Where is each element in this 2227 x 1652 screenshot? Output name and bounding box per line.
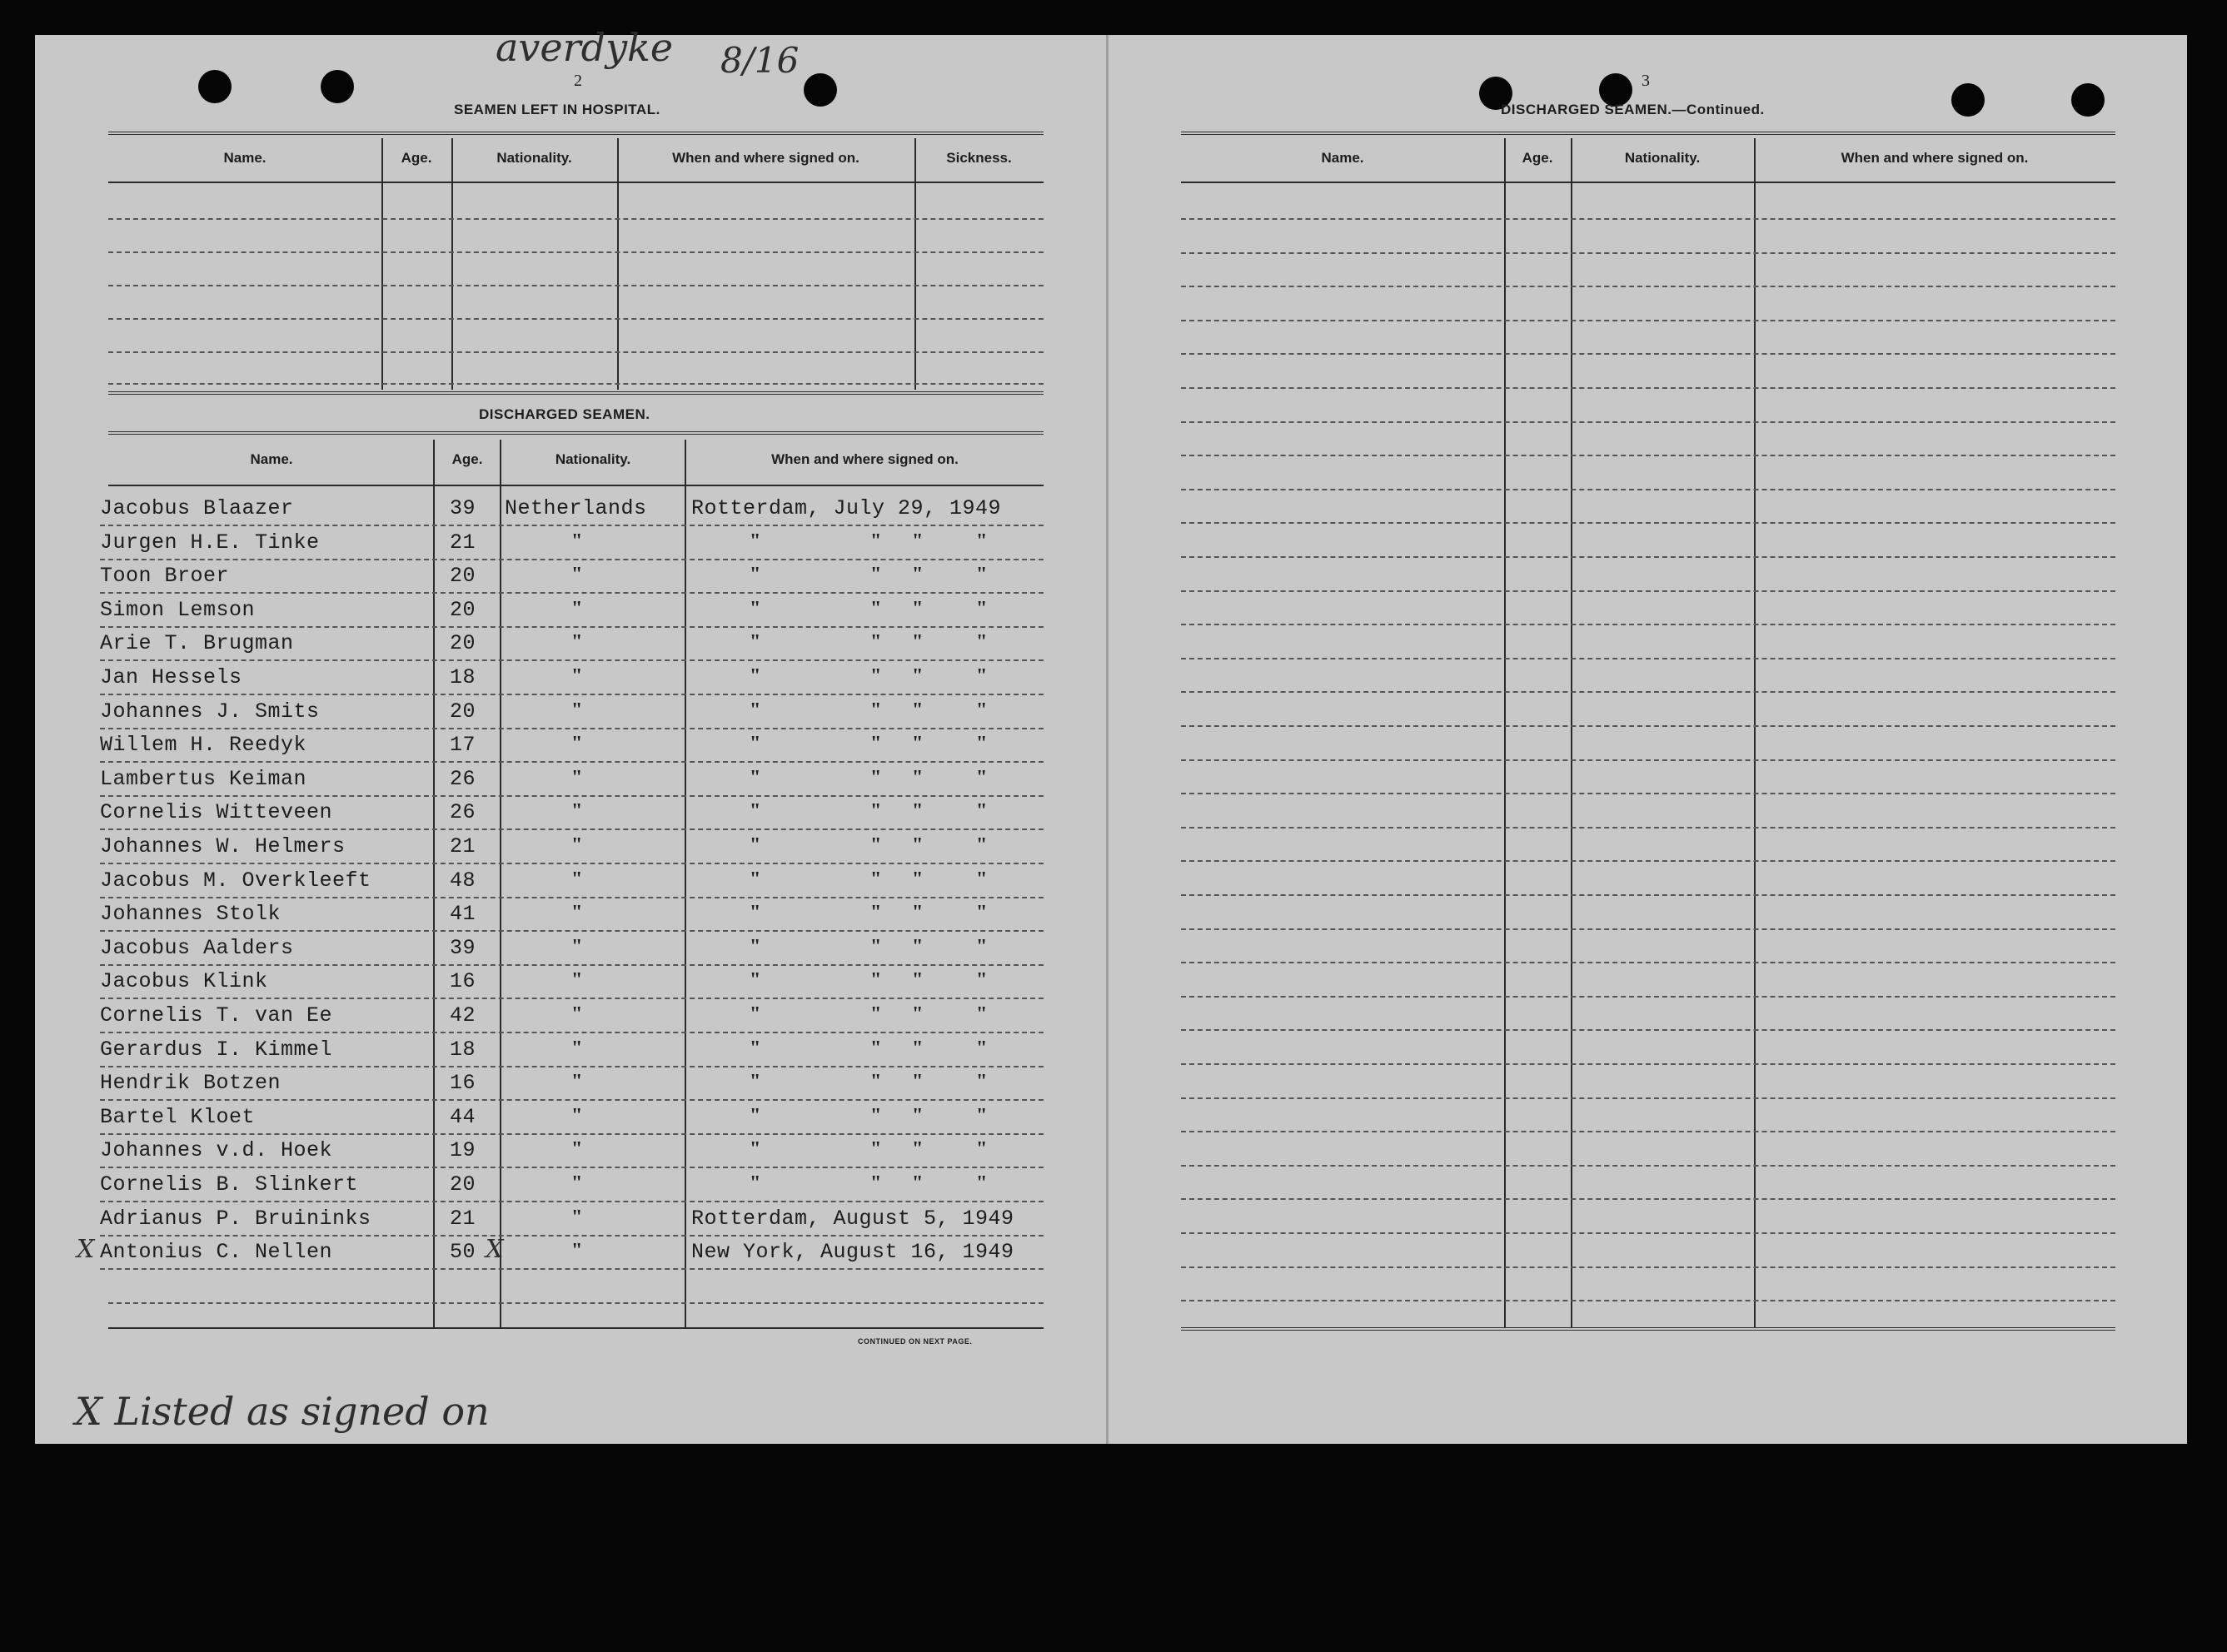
seaman-nationality: " [571,1037,583,1059]
seaman-age: 26 [450,800,476,824]
ditto-mark: " [750,665,761,687]
blank-row [108,1302,1044,1304]
blank-row [1181,320,2115,321]
continued-section-title: DISCHARGED SEAMEN.—Continued. [1501,102,1765,117]
ditto-mark: " [870,868,882,890]
seaman-age: 18 [450,1037,476,1062]
ditto-mark: " [750,631,761,653]
table-row [0,834,1108,868]
seaman-age: 18 [450,665,476,689]
column-divider [1571,138,1572,1327]
page-number: 2 [574,72,582,90]
blank-row [1181,1063,2115,1065]
ditto-mark: " [976,1138,988,1160]
punch-hole [804,73,837,107]
rule [1181,1327,2115,1332]
seaman-nationality: " [571,564,583,585]
blank-row [108,351,1044,353]
table-row [0,767,1108,800]
ditto-mark: " [912,834,924,856]
seaman-nationality: " [571,699,583,721]
blank-row [1181,827,2115,828]
ditto-mark: " [750,1071,761,1092]
handwritten-ship-name: averdyke [496,25,674,70]
handwritten-mark: X [77,1235,95,1264]
ditto-mark: " [976,699,988,721]
table-row [0,665,1108,699]
punch-hole [2071,83,2105,117]
blank-row [1181,894,2115,896]
seaman-name: Bartel Kloet [100,1105,256,1129]
blank-row [1181,759,2115,761]
row-rule [100,559,1044,560]
ditto-mark: " [912,598,924,620]
seaman-name: Johannes W. Helmers [100,834,346,858]
seaman-nationality: " [571,631,583,653]
discharged-section-title: DISCHARGED SEAMEN. [479,406,650,422]
blank-row [108,218,1044,220]
blank-row [1181,286,2115,287]
punch-hole [1951,83,1985,117]
row-rule [100,694,1044,695]
seaman-name: Jacobus Aalders [100,936,294,960]
blank-row [1181,860,2115,862]
seaman-name: Jurgen H.E. Tinke [100,530,320,555]
ditto-mark: " [870,834,882,856]
blank-row [1181,522,2115,524]
table-row [0,1207,1108,1240]
ditto-mark: " [976,1105,988,1127]
ditto-mark: " [976,936,988,958]
seaman-name: Cornelis T. van Ee [100,1003,333,1028]
ditto-mark: " [976,631,988,653]
ditto-mark: " [976,564,988,585]
seaman-age: 39 [450,936,476,960]
blank-row [1181,793,2115,794]
seaman-nationality: " [571,1207,583,1228]
ditto-mark: " [912,936,924,958]
table-row [0,800,1108,833]
rule [108,182,1044,183]
row-rule [100,863,1044,864]
ditto-mark: " [750,699,761,721]
blank-row [1181,1097,2115,1099]
seaman-nationality: " [571,767,583,789]
ditto-mark: " [912,868,924,890]
ditto-mark: " [750,1172,761,1194]
blank-row [1181,1165,2115,1167]
seaman-age: 20 [450,1172,476,1197]
ditto-mark: " [870,733,882,754]
seaman-nationality: " [571,1172,583,1194]
blank-row [1181,1029,2115,1031]
ditto-mark: " [750,800,761,822]
page-number: 3 [1642,72,1650,90]
ditto-mark: " [976,868,988,890]
header-name: Name. [250,451,293,467]
blank-row [1181,421,2115,423]
row-rule [100,1032,1044,1033]
table-row [0,733,1108,766]
seaman-name: Cornelis Witteveen [100,800,333,824]
seaman-nationality: " [571,1003,583,1025]
ditto-mark: " [976,1037,988,1059]
ditto-mark: " [750,733,761,754]
seaman-age: 17 [450,733,476,757]
ditto-mark: " [912,1037,924,1059]
ditto-mark: " [912,1071,924,1092]
ditto-mark: " [750,564,761,585]
blank-row [1181,624,2115,625]
seaman-signed-on: New York, August 16, 1949 [691,1240,1014,1264]
blank-row [1181,691,2115,693]
seaman-name: Johannes J. Smits [100,699,320,724]
seaman-age: 21 [450,834,476,858]
seaman-name: Adrianus P. Bruininks [100,1207,371,1231]
ditto-mark: " [912,564,924,585]
ditto-mark: " [976,800,988,822]
seaman-age: 39 [450,496,476,520]
row-rule [100,1201,1044,1202]
ditto-mark: " [912,969,924,991]
blank-row [1181,962,2115,963]
ditto-mark: " [870,936,882,958]
seaman-nationality: " [571,733,583,754]
punch-hole [198,70,232,103]
table-row [0,699,1108,733]
ditto-mark: " [976,969,988,991]
table-row [0,530,1108,564]
seaman-age: 42 [450,1003,476,1028]
ditto-mark: " [912,733,924,754]
seaman-nationality: " [571,1240,583,1261]
seaman-name: Hendrik Botzen [100,1071,281,1095]
table-row [0,1172,1108,1206]
seaman-name: Jacobus M. Overkleeft [100,868,371,893]
ditto-mark: " [976,530,988,552]
seaman-name: Cornelis B. Slinkert [100,1172,359,1197]
seaman-nationality: " [571,598,583,620]
row-rule [100,828,1044,830]
blank-row [1181,1198,2115,1200]
table-row [0,969,1108,1003]
row-rule [100,1099,1044,1101]
seaman-name: Willem H. Reedyk [100,733,307,757]
ditto-mark: " [870,598,882,620]
seaman-age: 20 [450,598,476,622]
handwritten-footnote: X Listed as signed on [75,1389,490,1434]
blank-row [1181,1300,2115,1301]
column-divider [1504,138,1506,1327]
blank-row [108,285,1044,286]
ditto-mark: " [976,834,988,856]
table-row [0,631,1108,664]
table-row [0,564,1108,597]
ditto-mark: " [750,936,761,958]
row-rule [100,592,1044,594]
table-row [0,936,1108,969]
blank-row [1181,489,2115,490]
row-rule [100,1235,1044,1237]
ditto-mark: " [912,902,924,923]
seaman-age: 20 [450,631,476,655]
row-rule [100,1167,1044,1168]
handwritten-number: 8/16 [720,40,800,81]
ditto-mark: " [912,767,924,789]
row-rule [100,525,1044,526]
ditto-mark: " [870,1071,882,1092]
seaman-nationality: " [571,902,583,923]
row-rule [100,728,1044,729]
seaman-age: 19 [450,1138,476,1162]
ditto-mark: " [870,564,882,585]
seaman-name: Jacobus Blaazer [100,496,294,520]
seaman-nationality: " [571,834,583,856]
ditto-mark: " [912,699,924,721]
row-rule [100,626,1044,628]
ditto-mark: " [976,1172,988,1194]
table-row [0,1138,1108,1172]
handwritten-mark: X [486,1235,504,1264]
row-rule [100,761,1044,763]
seaman-signed-on: Rotterdam, July 29, 1949 [691,496,1002,520]
blank-row [1181,928,2115,930]
ditto-mark: " [750,1037,761,1059]
seaman-nationality: " [571,530,583,552]
ditto-mark: " [976,767,988,789]
hospital-header-name: Name. [223,150,267,166]
seaman-name: Simon Lemson [100,598,256,622]
ditto-mark: " [870,902,882,923]
ditto-mark: " [870,1037,882,1059]
rule [108,431,1044,436]
rule [108,1327,1044,1329]
ditto-mark: " [750,868,761,890]
row-rule [100,659,1044,661]
seaman-name: Johannes Stolk [100,902,281,926]
ditto-mark: " [750,834,761,856]
continued-note: CONTINUED ON NEXT PAGE. [858,1337,973,1346]
seaman-age: 20 [450,564,476,588]
blank-row [1181,725,2115,727]
hospital-header-nationality: Nationality. [496,150,572,166]
blank-row [1181,1232,2115,1234]
ditto-mark: " [976,902,988,923]
blank-row [1181,218,2115,220]
ditto-mark: " [870,1003,882,1025]
table-row [0,1071,1108,1104]
blank-row [1181,996,2115,998]
blank-row [1181,252,2115,254]
seaman-name: Toon Broer [100,564,230,588]
table-row [0,598,1108,631]
seaman-name: Johannes v.d. Hoek [100,1138,333,1162]
ditto-mark: " [750,902,761,923]
row-rule [100,897,1044,898]
table-row [0,902,1108,935]
ditto-mark: " [870,665,882,687]
hospital-header-sickness: Sickness. [946,150,1012,166]
ditto-mark: " [976,1003,988,1025]
seaman-name: Antonius C. Nellen [100,1240,333,1264]
blank-row [108,383,1044,385]
seaman-signed-on: Rotterdam, August 5, 1949 [691,1207,1014,1231]
header-signed-on: When and where signed on. [1841,150,2029,166]
rule [1181,182,2115,183]
hospital-section-title: SEAMEN LEFT IN HOSPITAL. [454,102,660,117]
punch-hole [321,70,354,103]
blank-row [1181,387,2115,389]
blank-row [1181,590,2115,592]
ditto-mark: " [870,631,882,653]
seaman-name: Jan Hessels [100,665,242,689]
seaman-age: 16 [450,1071,476,1095]
seaman-name: Lambertus Keiman [100,767,307,791]
ditto-mark: " [912,665,924,687]
header-name: Name. [1321,150,1364,166]
ditto-mark: " [870,969,882,991]
ditto-mark: " [912,1138,924,1160]
seaman-nationality: " [571,665,583,687]
seaman-nationality: " [571,800,583,822]
ditto-mark: " [750,598,761,620]
ditto-mark: " [870,767,882,789]
row-rule [100,998,1044,999]
blank-row [1181,658,2115,659]
seaman-nationality: " [571,1071,583,1092]
table-row [0,1105,1108,1138]
hospital-header-signed-on: When and where signed on. [672,150,859,166]
seaman-age: 21 [450,1207,476,1231]
seaman-name: Arie T. Brugman [100,631,294,655]
seaman-nationality: " [571,969,583,991]
ditto-mark: " [750,1003,761,1025]
header-age: Age. [1522,150,1553,166]
ditto-mark: " [870,699,882,721]
row-rule [100,1268,1044,1270]
header-signed-on: When and where signed on. [771,451,959,467]
seaman-name: Jacobus Klink [100,969,268,993]
rule [108,485,1044,486]
ditto-mark: " [870,1172,882,1194]
seaman-age: 44 [450,1105,476,1129]
blank-row [1181,353,2115,355]
seaman-age: 50 [450,1240,476,1264]
header-nationality: Nationality. [1624,150,1701,166]
seaman-age: 16 [450,969,476,993]
ditto-mark: " [912,631,924,653]
table-row [0,1037,1108,1071]
header-nationality: Nationality. [555,451,631,467]
ditto-mark: " [912,1003,924,1025]
row-rule [100,930,1044,932]
ditto-mark: " [750,530,761,552]
ditto-mark: " [912,800,924,822]
seaman-nationality: " [571,936,583,958]
seaman-age: 21 [450,530,476,555]
seaman-nationality: " [571,868,583,890]
table-row [0,1003,1108,1037]
blank-row [1181,1266,2115,1268]
ditto-mark: " [870,800,882,822]
seaman-age: 41 [450,902,476,926]
row-rule [100,1133,1044,1135]
row-rule [100,795,1044,797]
seaman-age: 48 [450,868,476,893]
ditto-mark: " [976,598,988,620]
ditto-mark: " [750,767,761,789]
seaman-age: 26 [450,767,476,791]
blank-row [1181,556,2115,558]
table-row [0,496,1108,530]
row-rule [100,1066,1044,1067]
rule [108,132,1044,137]
table-row [0,1235,1108,1273]
ditto-mark: " [870,530,882,552]
ditto-mark: " [750,1105,761,1127]
seaman-nationality: " [571,1105,583,1127]
ditto-mark: " [976,733,988,754]
row-rule [100,964,1044,966]
blank-row [108,318,1044,320]
blank-row [1181,455,2115,456]
rule [1181,132,2115,137]
blank-row [108,251,1044,253]
blank-row [1181,1131,2115,1132]
ditto-mark: " [750,969,761,991]
ditto-mark: " [912,530,924,552]
ditto-mark: " [976,665,988,687]
table-row [0,868,1108,902]
seaman-name: Gerardus I. Kimmel [100,1037,333,1062]
ditto-mark: " [870,1138,882,1160]
hospital-header-age: Age. [401,150,432,166]
header-age: Age. [451,451,483,467]
seaman-age: 20 [450,699,476,724]
rule [108,391,1044,396]
ditto-mark: " [870,1105,882,1127]
ditto-mark: " [750,1138,761,1160]
ditto-mark: " [912,1105,924,1127]
column-divider [1754,138,1756,1327]
ditto-mark: " [912,1172,924,1194]
seaman-nationality: " [571,1138,583,1160]
ditto-mark: " [976,1071,988,1092]
seaman-nationality: Netherlands [505,496,647,520]
